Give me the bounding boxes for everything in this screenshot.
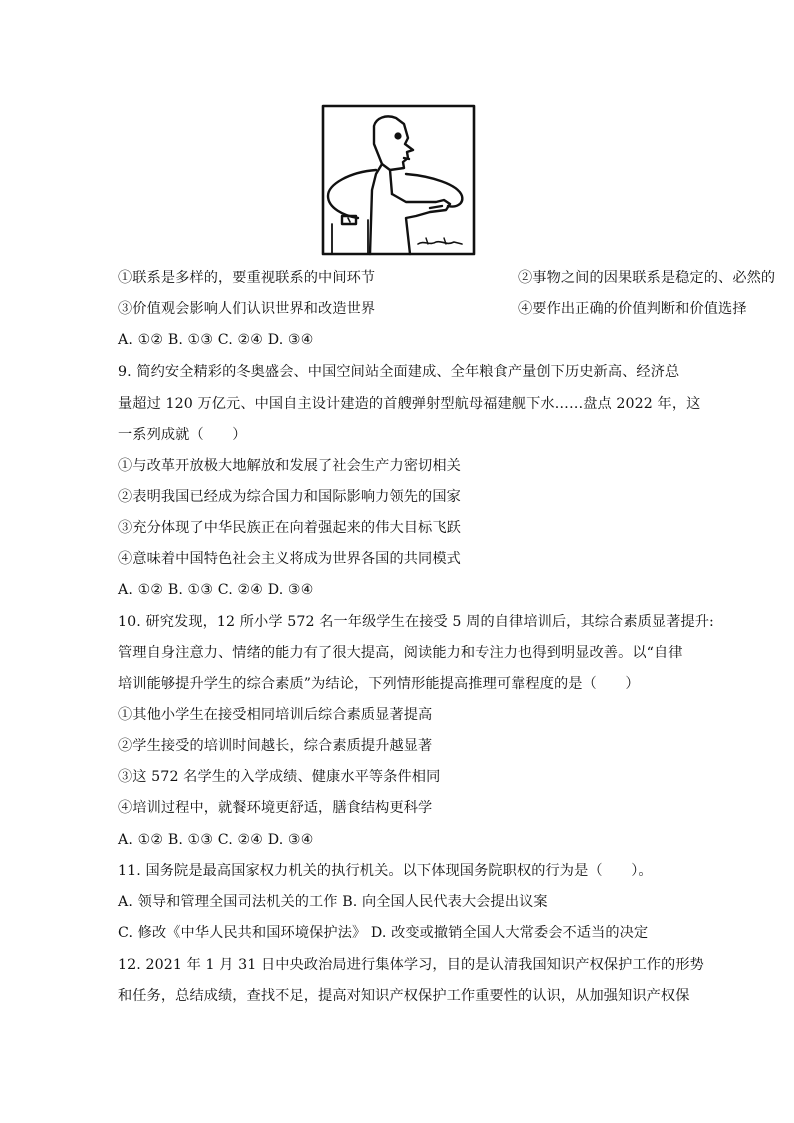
q8-option-1: ①联系是多样的，要重视联系的中间环节 bbox=[118, 270, 376, 286]
q9-option-3: ③充分体现了中华民族正在向着强起来的伟大目标飞跃 bbox=[118, 520, 461, 536]
q9-choices: A. ①② B. ①③ C. ②④ D. ③④ bbox=[118, 582, 314, 598]
q8-option-2: ②事物之间的因果联系是稳定的、必然的 bbox=[518, 270, 776, 286]
q9-option-2: ②表明我国已经成为综合国力和国际影响力领先的国家 bbox=[118, 489, 461, 505]
q11-options-ab: A. 领导和管理全国司法机关的工作 B. 向全国人民代表大会提出议案 bbox=[118, 894, 548, 910]
q10-choices: A. ①② B. ①③ C. ②④ D. ③④ bbox=[118, 832, 314, 848]
q10-stem-line-3: 培训能够提升学生的综合素质”为结论，下列情形能提高推理可靠程度的是（ ） bbox=[118, 676, 640, 692]
q8-option-3: ③价值观会影响人们认识世界和改造世界 bbox=[118, 301, 376, 317]
q10-option-2: ②学生接受的培训时间越长，综合素质提升越显著 bbox=[118, 738, 433, 754]
q9-option-4: ④意味着中国特色社会主义将成为世界各国的共同模式 bbox=[118, 551, 461, 567]
q9-stem-line-1: 9. 简约安全精彩的冬奥盛会、中国空间站全面建成、全年粮食产量创下历史新高、经济总 bbox=[118, 364, 680, 380]
cartoon-illustration bbox=[318, 104, 478, 256]
q8-option-row-2 bbox=[118, 299, 747, 319]
q8-option-row-1 bbox=[118, 268, 776, 288]
q9-stem-line-3: 一系列成就（ ） bbox=[118, 427, 247, 443]
q11-options-cd: C. 修改《中华人民共和国环境保护法》 D. 改变或撤销全国人大常委会不适当的决定 bbox=[118, 925, 649, 941]
q9-option-1: ①与改革开放极大地解放和发展了社会生产力密切相关 bbox=[118, 458, 461, 474]
q10-stem-line-1: 10. 研究发现，12 所小学 572 名一年级学生在接受 5 周的自律培训后，其综合素质显著提升: bbox=[118, 614, 714, 630]
q12-stem-line-2: 和任务，总结成绩，查找不足，提高对知识产权保护工作重要性的认识，从加强知识产权保 bbox=[118, 988, 690, 1004]
q10-stem-line-2: 管理自身注意力、情绪的能力有了很大提高，阅读能力和专注力也得到明显改善。以“自律 bbox=[118, 645, 683, 661]
q9-stem-line-2: 量超过 120 万亿元、中国自主设计建造的首艘弹射型航母福建舰下水……盘点 2022 年，这 bbox=[118, 396, 701, 412]
q11-stem: 11. 国务院是最高国家权力机关的执行机关。以下体现国务院职权的行为是（ ）。 bbox=[118, 863, 653, 879]
q10-option-4: ④培训过程中，就餐环境更舒适，膳食结构更科学 bbox=[118, 800, 433, 816]
q12-stem-line-1: 12. 2021 年 1 月 31 日中央政治局进行集体学习，目的是认清我国知识产权保护工作的形势 bbox=[118, 957, 704, 973]
q8-option-4: ④要作出正确的价值判断和价值选择 bbox=[518, 301, 747, 317]
q10-option-3: ③这 572 名学生的入学成绩、健康水平等条件相同 bbox=[118, 769, 441, 785]
q10-option-1: ①其他小学生在接受相同培训后综合素质显著提高 bbox=[118, 707, 433, 723]
q8-choices: A. ①② B. ①③ C. ②④ D. ③④ bbox=[118, 332, 314, 348]
